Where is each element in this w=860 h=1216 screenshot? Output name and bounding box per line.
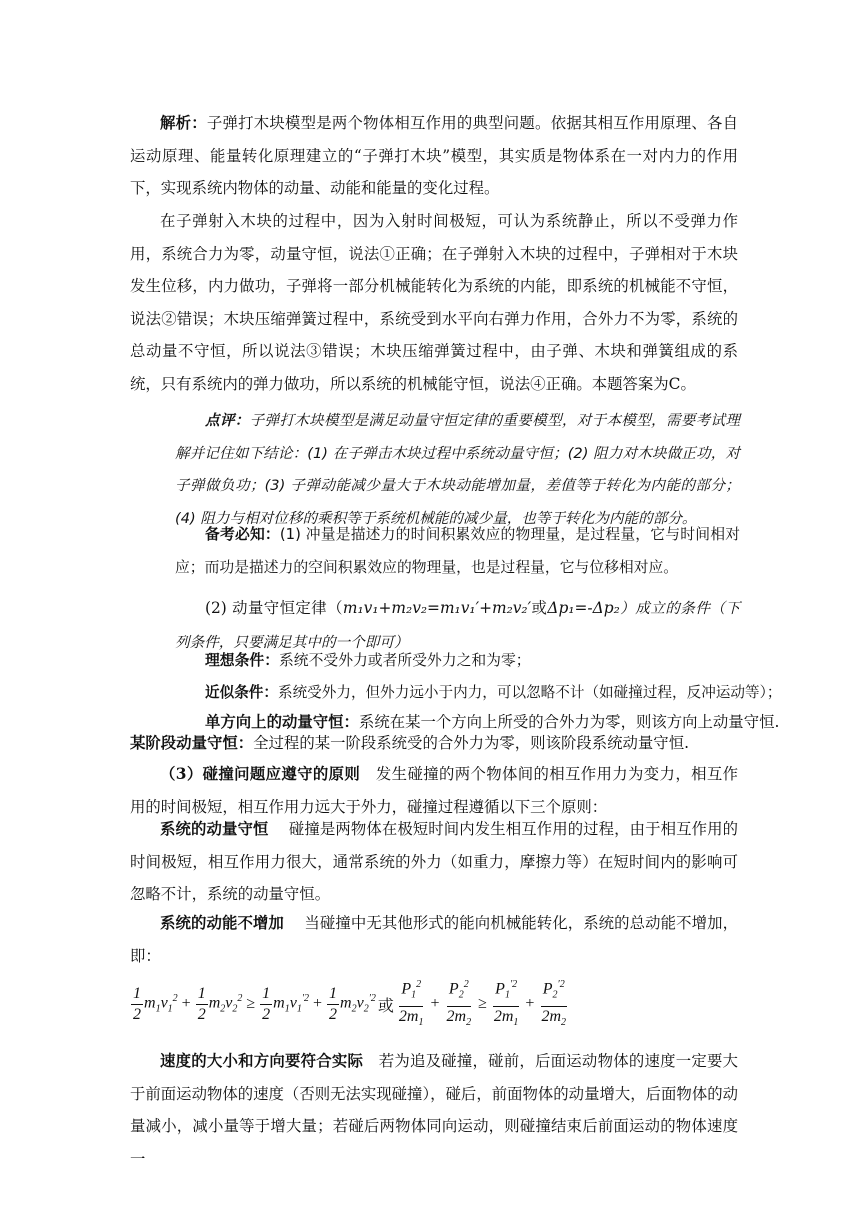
comment-lead: 点评： bbox=[205, 412, 250, 429]
law-post: ）成立的条件（下列条件，只要满足其中的一个即可） bbox=[175, 600, 740, 651]
stage-text: 全过程的某一阶段系统受的合外力为零，则该阶段系统动量守恒. bbox=[253, 734, 689, 752]
speed-principle bbox=[130, 1045, 738, 1175]
momentum-principle bbox=[130, 813, 738, 911]
speed-text: 若为追及碰撞，碰前，后面运动物体的速度一定要大于前面运动物体的速度（否则无法实现碰撞），碰后，前面物体的动量增大，后面物体的动量减小，减小量等于增大量；若碰后两物体同向运动，则碰撞结束后前面运动的物体速度一 bbox=[130, 1052, 738, 1168]
single-text: 系统在某一个方向上所受的合外力为零，则该方向上动量守恒. bbox=[358, 713, 780, 731]
exam-paragraph bbox=[175, 519, 740, 584]
comment-paragraph bbox=[175, 405, 740, 535]
collision-lead: （3）碰撞问题应遵守的原则 bbox=[160, 765, 361, 783]
collision-text: 发生碰撞的两个物体间的相互作用力为变力，相互作用的时间极短，相互作用力远大于外力，碰撞过程遵循以下三个原则： bbox=[130, 765, 738, 816]
analysis-text: 子弹打木块模型是两个物体相互作用的典型问题。依据其相互作用原理、各自运动原理、能量转化原理建立的“子弹打木块”模型，其实质是物体系在一对内力的作用下，实现系统内物体的动量、动能和能量的变化过程。 bbox=[130, 114, 738, 197]
exam-text: (1) 冲量是描述力的时间积累效应的物理量，是过程量，它与时间相对应；而功是描述力的空间积累效应的物理量，也是过程量，它与位移相对应。 bbox=[175, 526, 740, 576]
fraction-p2: $\frac{P_2^2}{2m_2}$ bbox=[445, 975, 474, 1033]
fraction-half: $\frac{1}{2}$ bbox=[329, 984, 338, 1023]
stage-lead: 某阶段动量守恒： bbox=[130, 734, 254, 752]
fraction-half: $\frac{1}{2}$ bbox=[197, 984, 206, 1023]
fraction-p1-prime: $\frac{P_1^{'2}}{2m_1}$ bbox=[492, 975, 521, 1033]
single-lead: 单方向上的动量守恒： bbox=[205, 713, 359, 731]
approx-condition bbox=[175, 677, 782, 710]
momentum-text: 碰撞是两物体在极短时间内发生相互作用的过程，由于相互作用的时间极短，相互作用力很大，通常系统的外力（如重力，摩擦力等）在短时间内的影响可忽略不计，系统的动量守恒。 bbox=[130, 820, 738, 903]
approx-lead: 近似条件： bbox=[205, 684, 278, 701]
law-pre: (2) 动量守恒定律（ bbox=[205, 599, 343, 617]
exam-lead: 备考必知： bbox=[205, 526, 280, 543]
stage-momentum bbox=[130, 727, 738, 760]
law-equation-1: m₁v₁+m₂v₂=m₁v₁′+m₂v₂′ bbox=[342, 599, 532, 617]
energy-principle bbox=[130, 907, 738, 972]
reasoning-text: 在子弹射入木块的过程中，因为入射时间极短，可认为系统静止，所以不受弹力作用，系统合力为零，动量守恒，说法①正确；在子弹射入木块的过程中，子弹相对于木块发生位移，内力做功，子弹将一部分机械能转化为系统的内能，即系统的机械能不守恒，说法②错误；木块压缩弹簧过程中，系统受到水平向右弹力作用，合外力不为零，系统的总动量不守恒，所以说法③错误；木块压缩弹簧过程中，由子弹、木块和弹簧组成的系统，只有系统内的弹力做功，所以系统的机械能守恒，说法④正确。本题答案为C。 bbox=[130, 212, 738, 393]
fraction-p2-prime: $\frac{P_2^{'2}}{2m_2}$ bbox=[539, 975, 568, 1033]
analysis-lead: 解析： bbox=[160, 114, 207, 132]
approx-text: 系统受外力，但外力远小于内力，可以忽略不计（如碰撞过程，反冲运动等）； bbox=[277, 684, 782, 701]
momentum-lead: 系统的动量守恒 bbox=[160, 820, 269, 838]
comment-text: 子弹打木块模型是满足动量守恒定律的重要模型，对于本模型，需要考试理解并记住如下结论：(1) 在子弹击木块过程中系统动量守恒；(2) 阻力对木块做正功，对子弹做负功；(3) 子弹动能减少量大于木块动能增加量，差值等于转化为内能的部分；(4) 阻力与相对位移的乘积等于系统机械能的减少量，也等于转化为内能的部分。 bbox=[175, 412, 740, 527]
fraction-half: $\frac{1}{2}$ bbox=[133, 984, 141, 1023]
energy-lead: 系统的动能不增加 bbox=[160, 914, 284, 932]
ideal-text: 系统不受外力或者所受外力之和为零； bbox=[279, 652, 531, 669]
energy-text: 当碰撞中无其他形式的能向机械能转化，系统的总动能不增加，即： bbox=[130, 914, 738, 965]
energy-inequality-formula: $\frac{1}{2}$ $m_1v_1^2$ + $\frac{1}{2}$ $m_2v_2^2$ ≥ $\frac{1}{2}$ $m_1v_1^{'2}$ + $\frac{1}{2}$ $m_2v_2^{'2}$ 或 $\frac{P_1^2}{2m_1}$ + $\frac{P_2^2}{2m_2}$ ≥ $\frac{P_1^{'2}}{2m_1}$ + $\frac{P_2^{'2}}{2m_2}$ bbox=[130, 978, 740, 1030]
ideal-condition bbox=[175, 645, 740, 678]
fraction-p1: $\frac{P_1^2}{2m_1}$ bbox=[397, 975, 426, 1033]
fraction-half: $\frac{1}{2}$ bbox=[262, 984, 271, 1023]
analysis-paragraph bbox=[130, 107, 738, 205]
reasoning-paragraph bbox=[130, 205, 738, 400]
law-equation-2: Δp₁=-Δp₂ bbox=[547, 599, 620, 617]
law-or: 或 bbox=[531, 599, 548, 617]
formula-or: 或 bbox=[377, 997, 394, 1015]
speed-lead: 速度的大小和方向要符合实际 bbox=[160, 1052, 364, 1070]
ideal-lead: 理想条件： bbox=[205, 652, 279, 669]
